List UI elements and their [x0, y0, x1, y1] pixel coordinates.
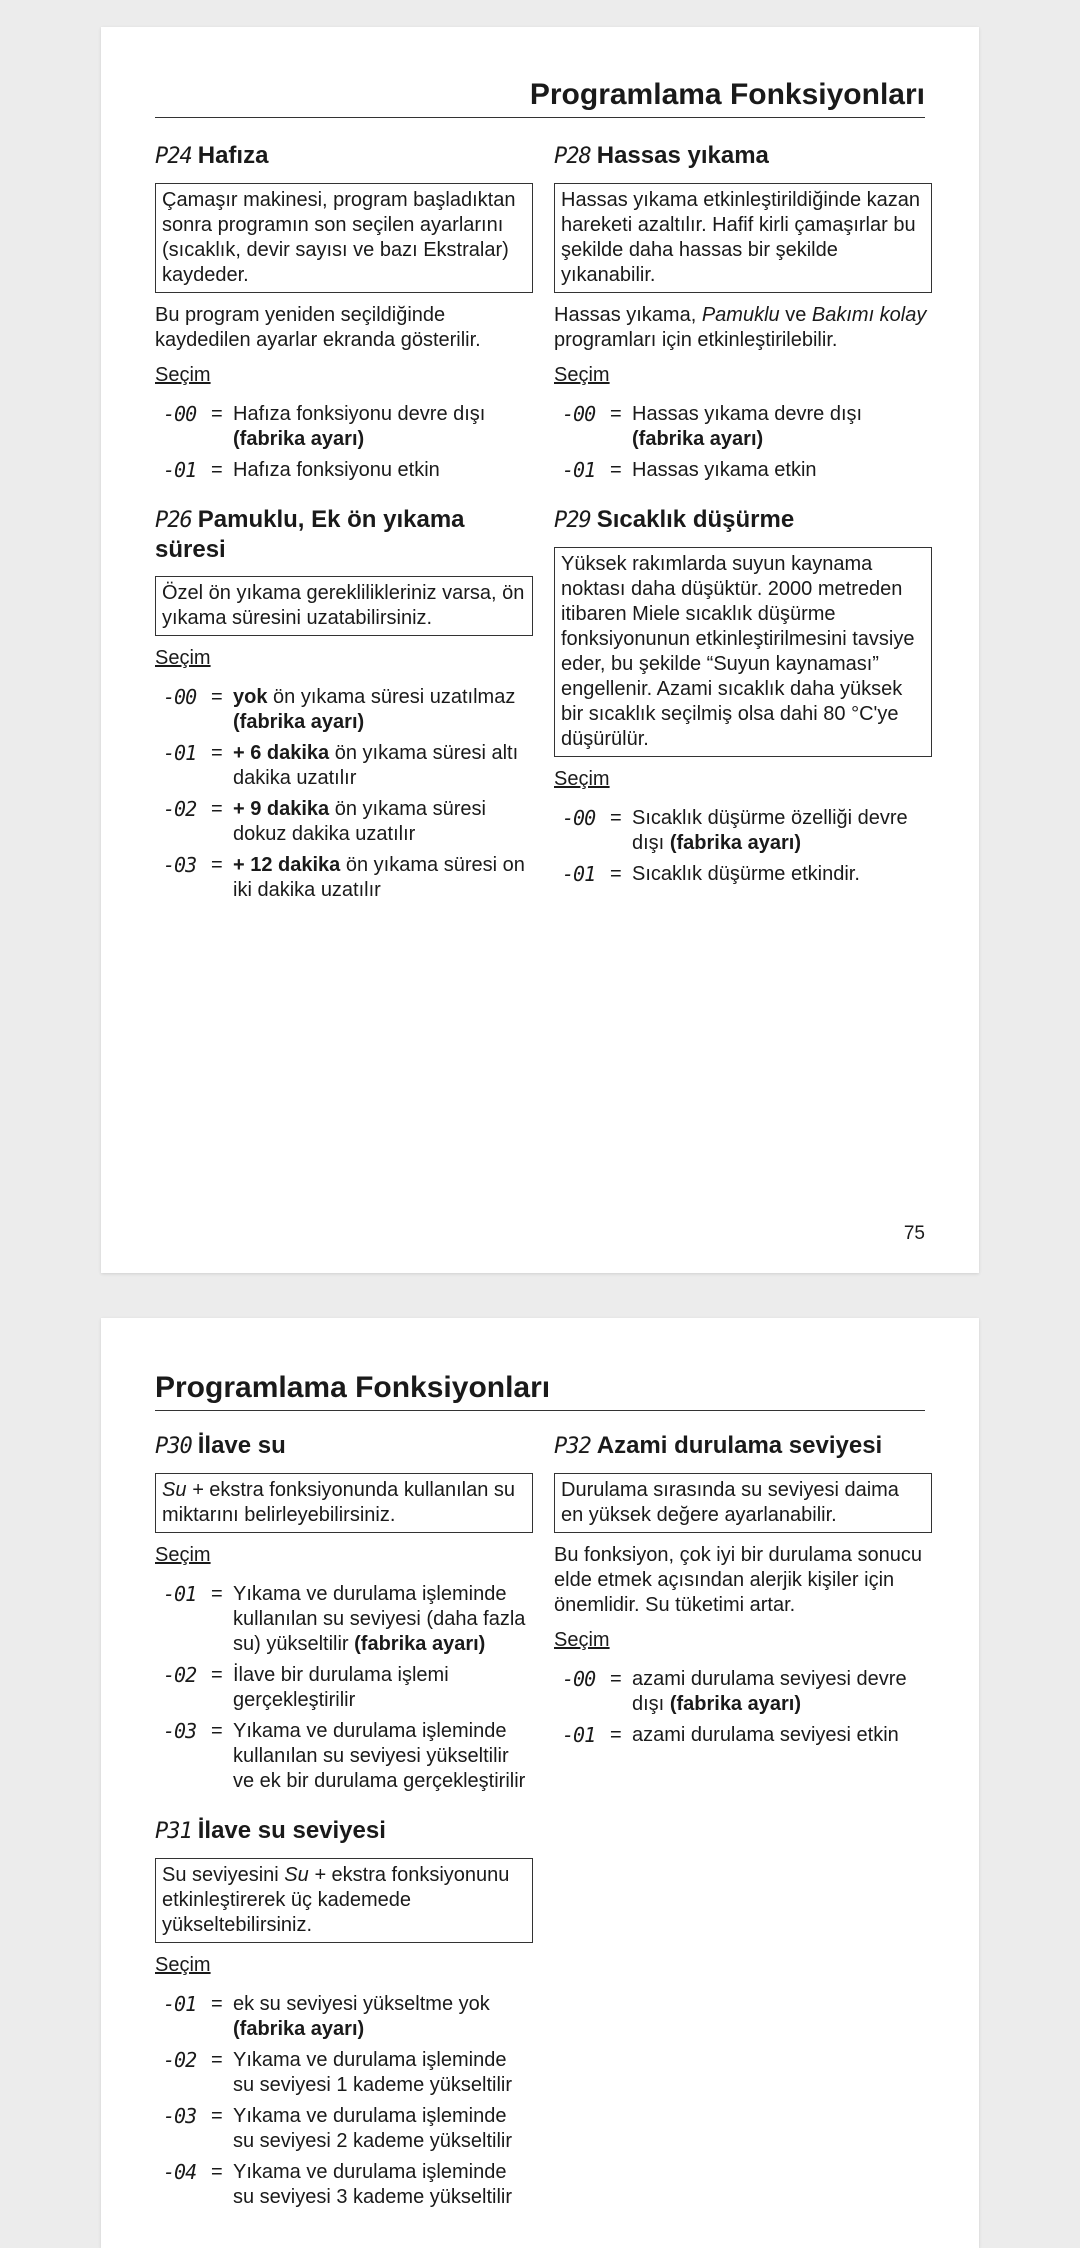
right-column — [554, 141, 932, 893]
section-title-p26: P26 Pamuklu, Ek ön yıkama süresi — [155, 506, 465, 563]
secim-label: Seçim — [155, 647, 211, 669]
manual-page-75 — [101, 27, 979, 1273]
secim-label: Seçim — [554, 1629, 610, 1651]
info-box: Hassas yıkama etkinleştirildiğinde kazan hareketi azaltılır. Hafif kirli çamaşırlar bu şekilde daha hassas bir şekilde yıkanabilir. — [554, 183, 932, 293]
secim-label: Seçim — [554, 768, 610, 790]
option-item: -00 = Hassas yıkama devre dışı (fabrika ayarı) — [562, 402, 863, 450]
option-item: -00 = Hafıza fonksiyonu devre dışı (fabrika ayarı) — [163, 402, 486, 450]
manual-page-76 — [101, 1318, 979, 2248]
page-header: Programlama Fonksiyonları — [155, 1370, 925, 1411]
section-code: P24 — [155, 144, 192, 169]
option-item: -00 = azami durulama seviyesi devre dışı (fabrika ayarı) — [562, 1667, 907, 1715]
section-code: P32 — [554, 1434, 591, 1459]
option-item: -00 = Sıcaklık düşürme özelliği devre dışı (fabrika ayarı) — [562, 806, 908, 854]
secim-label: Seçim — [155, 1954, 211, 1976]
section-title-p29: P29 Sıcaklık düşürme — [554, 506, 795, 533]
section-title-p24: P24 Hafıza — [155, 142, 269, 169]
note-text: Hassas yıkama, Pamuklu ve Bakımı kolay programları için etkinleştirilebilir. — [554, 304, 927, 351]
right-column — [554, 1431, 932, 1754]
secim-label: Seçim — [155, 364, 211, 386]
section-title-p30: P30 İlave su — [155, 1432, 286, 1459]
info-box: Yüksek rakımlarda suyun kaynama noktası daha düşüktür. 2000 metreden itibaren Miele sıcaklık düşürme fonksiyonunun etkinleştirilmesini tavsiye eder, bu şekilde “Suyun kaynaması” engellenir. Azami sıcaklık daha yüksek bir sıcaklık seçilmiş olsa dahi 80 °C'ye düşürülür. — [554, 547, 932, 757]
left-column — [155, 1431, 533, 2216]
option-item: -03 = Yıkama ve durulama işleminde su seviyesi 2 kademe yükseltilir — [163, 2104, 512, 2152]
option-item: -03 = + 12 dakika ön yıkama süresi on iki dakika uzatılır — [163, 853, 525, 901]
option-item: -01 = + 6 dakika ön yıkama süresi altı dakika uzatılır — [163, 741, 519, 789]
option-item: -02 = İlave bir durulama işlemi gerçekleştirilir — [163, 1663, 449, 1711]
section-title-p32: P32 Azami durulama seviyesi — [554, 1432, 883, 1459]
info-box: Durulama sırasında su seviyesi daima en yüksek değere ayarlanabilir. — [554, 1473, 932, 1533]
section-code: P31 — [155, 1819, 192, 1844]
left-column — [155, 141, 533, 909]
option-item: -02 = + 9 dakika ön yıkama süresi dokuz dakika uzatılır — [163, 797, 486, 845]
option-item: -03 = Yıkama ve durulama işleminde kullanılan su seviyesi yükseltilir ve ek bir durulama gerçekleştirilir — [163, 1719, 526, 1792]
option-item: -00 = yok ön yıkama süresi uzatılmaz (fabrika ayarı) — [163, 685, 516, 733]
section-title-p31: P31 İlave su seviyesi — [155, 1817, 386, 1844]
option-item: -04 = Yıkama ve durulama işleminde su seviyesi 3 kademe yükseltilir — [163, 2160, 512, 2208]
info-box: Çamaşır makinesi, program başladıktan sonra programın son seçilen ayarlarını (sıcaklık, devir sayısı ve bazı Ekstralar) kaydeder. — [155, 183, 533, 293]
info-box: Özel ön yıkama gereklilikleriniz varsa, ön yıkama süresini uzatabilirsiniz. — [155, 576, 533, 636]
option-item: -01 = azami durulama seviyesi etkin — [562, 1723, 899, 1747]
section-code: P26 — [155, 508, 192, 533]
note-text: Bu fonksiyon, çok iyi bir durulama sonucu elde etmek açısından alerjik kişiler için önemlidir. Su tüketimi artar. — [554, 1544, 922, 1616]
page-header: Programlama Fonksiyonları — [155, 77, 925, 118]
option-item: -01 = Hassas yıkama etkin — [562, 458, 817, 482]
option-item: -01 = Yıkama ve durulama işleminde kullanılan su seviyesi (daha fazla su) yükseltilir (fabrika ayarı) — [163, 1582, 526, 1655]
info-box: Su seviyesini Su + ekstra fonksiyonunu etkinleştirerek üç kademede yükseltebilirsiniz. — [155, 1858, 533, 1943]
section-code: P29 — [554, 508, 591, 533]
section-code: P30 — [155, 1434, 192, 1459]
info-box: Su + ekstra fonksiyonunda kullanılan su miktarını belirleyebilirsiniz. — [155, 1473, 533, 1533]
option-item: -01 = Sıcaklık düşürme etkindir. — [562, 862, 860, 886]
section-code: P28 — [554, 144, 591, 169]
secim-label: Seçim — [554, 364, 610, 386]
option-item: -02 = Yıkama ve durulama işleminde su seviyesi 1 kademe yükseltilir — [163, 2048, 512, 2096]
secim-label: Seçim — [155, 1544, 211, 1566]
note-text: Bu program yeniden seçildiğinde kaydedilen ayarlar ekranda gösterilir. — [155, 304, 481, 351]
page-number: 75 — [903, 1223, 925, 1244]
option-item: -01 = Hafıza fonksiyonu etkin — [163, 458, 440, 482]
section-title-p28: P28 Hassas yıkama — [554, 142, 769, 169]
option-item: -01 = ek su seviyesi yükseltme yok (fabrika ayarı) — [163, 1992, 490, 2040]
